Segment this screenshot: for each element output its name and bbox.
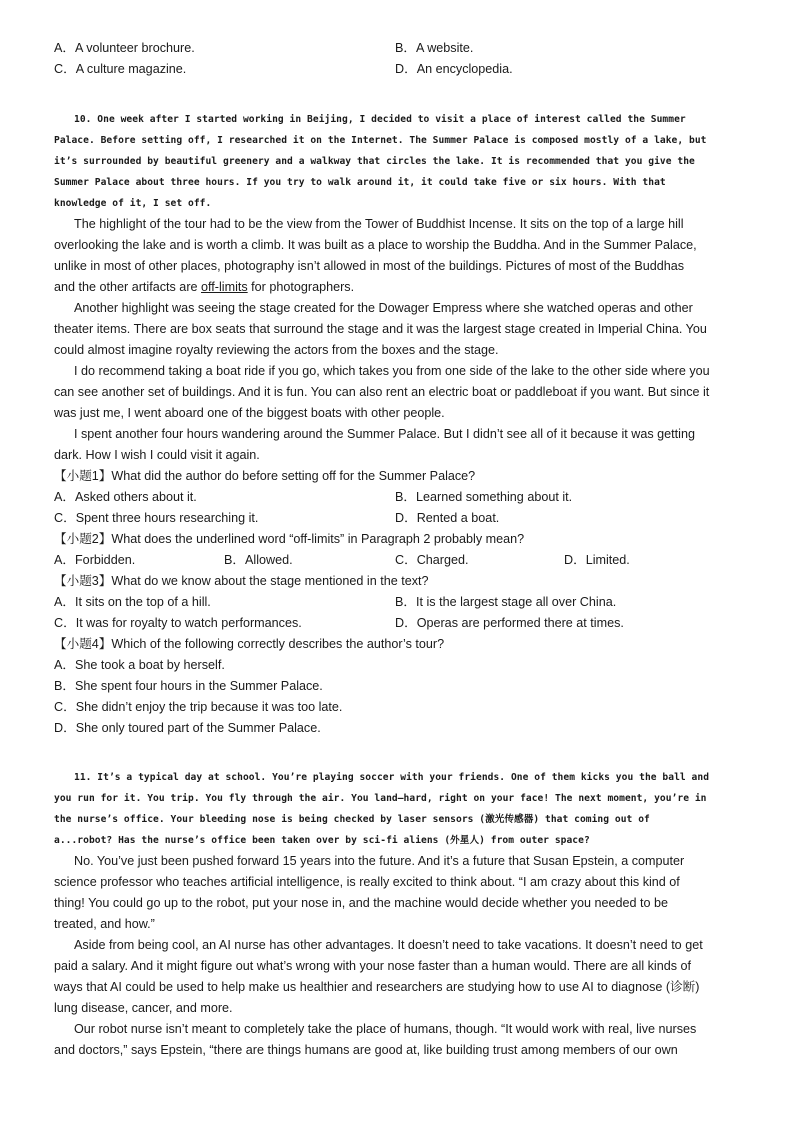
prev-option-b: B．A website. (395, 41, 474, 55)
q11-p1-line: science professor who teaches artificial intelligence, is really excited to think about. “I am crazy about this kind of (54, 875, 680, 889)
q10-p3-line: can see another set of buildings. And it is fun. You can also rent an electric boat or paddleboat if you want. But since it (54, 385, 710, 399)
q10-p1-line: overlooking the lake and is worth a climb. It was built as a place to worship the Buddha. And in the Summer Palace, (54, 238, 697, 252)
q10-intro-line: knowledge of it, I set off. (54, 198, 212, 209)
sq4-option-a: A．She took a boat by herself. (54, 658, 225, 672)
q10-p3-line: was just me, I went aboard one of the biggest boats with other people. (54, 406, 445, 420)
q10-intro-line: it’s surrounded by beautiful greenery and a walkway that circles the lake. It is recommended that you give the (54, 156, 695, 167)
sq4-option-d: D．She only toured part of the Summer Palace. (54, 721, 321, 735)
subquestion-1-options-row (54, 508, 754, 529)
subquestion-2-stem: 【小题2】What does the underlined word “off-limits” in Paragraph 2 probably mean? (54, 532, 525, 546)
q11-intro-line: a...robot? Has the nurse’s office been taken over by sci-fi aliens (外星人) from outer space? (54, 835, 590, 846)
q10-p1-text: for photographers. (247, 280, 355, 294)
subquestion-3-stem: 【小题3】What do we know about the stage mentioned in the text? (54, 574, 429, 588)
q10-intro-line: Palace. Before setting off, I researched it on the Internet. The Summer Palace is composed mostly of a lake, but (54, 135, 707, 146)
subquestion-2-options-row (54, 550, 754, 571)
sq4-option-c: C．She didn’t enjoy the trip because it was too late. (54, 700, 343, 714)
q10-p4-line: I spent another four hours wandering around the Summer Palace. But I didn’t see all of it because it was getting (74, 427, 695, 441)
q11-intro-line: you run for it. You trip. You fly through the air. You land—hard, right on your face! The next moment, you’re in (54, 793, 707, 804)
subquestion-1-stem: 【小题1】What did the author do before setting off for the Summer Palace? (54, 469, 476, 483)
sq1-option-a: A．Asked others about it. (54, 490, 197, 504)
q10-p1-last-line (54, 277, 754, 298)
sq1-option-b: B．Learned something about it. (395, 490, 573, 504)
subquestion-3-options-row (54, 613, 754, 634)
sq1-option-c: C．Spent three hours researching it. (54, 511, 259, 525)
prev-options-row-2 (54, 59, 754, 80)
q11-intro-line: the nurse’s office. Your bleeding nose is being checked by laser sensors (激光传感器) that coming out of (54, 814, 650, 825)
q11-p2-line: lung disease, cancer, and more. (54, 1001, 233, 1015)
q11-p2-line: paid a salary. And it might figure out what’s wrong with your nose faster than a human would. There are all kinds of (54, 959, 692, 973)
subquestion-1-options-row (54, 487, 754, 508)
q11-p3-line: and doctors,” says Epstein, “there are things humans are good at, like building trust among members of our own (54, 1043, 678, 1057)
q11-p3-line: Our robot nurse isn’t meant to completely take the place of humans, though. “It would work with real, live nurses (74, 1022, 697, 1036)
prev-option-d: D．An encyclopedia. (395, 62, 513, 76)
sq3-option-b: B．It is the largest stage all over China. (395, 595, 617, 609)
q11-p2-line: ways that AI could be used to help make us healthier and researchers are studying how to use AI to diagnose (诊断) (54, 980, 700, 994)
q11-intro-line: 11. It’s a typical day at school. You’re playing soccer with your friends. One of them kicks you the ball and (74, 772, 710, 783)
subquestion-3-options-row (54, 592, 754, 613)
q11-p2-line: Aside from being cool, an AI nurse has other advantages. It doesn’t need to take vacations. It doesn’t need to get (74, 938, 703, 952)
q11-p1-line: thing! You could go up to the robot, put your nose in, and the machine would decide whether you needed to be (54, 896, 669, 910)
sq1-option-d: D．Rented a boat. (395, 511, 500, 525)
q10-intro-line: Summer Palace about three hours. If you try to walk around it, it could take five or six hours. With that (54, 177, 666, 188)
underlined-word-off-limits: off-limits (201, 280, 248, 294)
q10-p2-line: could almost imagine royalty reviewing the actors from the boxes and the stage. (54, 343, 499, 357)
prev-options-row-1 (54, 38, 754, 59)
q10-p1-line: The highlight of the tour had to be the view from the Tower of Buddhist Incense. It sits on the top of a large hill (74, 217, 684, 231)
sq2-option-d: D．Limited. (564, 553, 630, 567)
sq3-option-d: D．Operas are performed there at times. (395, 616, 624, 630)
prev-option-c: C．A culture magazine. (54, 62, 187, 76)
q11-p1-line: No. You’ve just been pushed forward 15 years into the future. And it’s a future that Susan Epstein, a computer (74, 854, 685, 868)
q10-intro-line: 10. One week after I started working in Beijing, I decided to visit a place of interest called the Summer (74, 114, 686, 125)
q10-p1-text: and the other artifacts are (54, 280, 202, 294)
q10-p2-line: Another highlight was seeing the stage created for the Dowager Empress where she watched operas and other (74, 301, 693, 315)
sq2-option-a: A．Forbidden. (54, 553, 136, 567)
sq2-option-b: B．Allowed. (224, 553, 293, 567)
q10-p1-line: unlike in most of other places, photography isn’t allowed in most of the buildings. Pictures of most of the Buddhas (54, 259, 685, 273)
sq4-option-b: B．She spent four hours in the Summer Palace. (54, 679, 323, 693)
sq3-option-c: C．It was for royalty to watch performances. (54, 616, 302, 630)
sq3-option-a: A．It sits on the top of a hill. (54, 595, 211, 609)
q10-p3-line: I do recommend taking a boat ride if you go, which takes you from one side of the lake to the other side where you (74, 364, 710, 378)
q10-p4-line: dark. How I wish I could visit it again. (54, 448, 260, 462)
prev-option-a: A．A volunteer brochure. (54, 41, 195, 55)
sq2-option-c: C．Charged. (395, 553, 469, 567)
q11-p1-line: treated, and how.” (54, 917, 155, 931)
q10-p2-line: theater items. There are box seats that surround the stage and it was the largest stage created in Imperial China. You (54, 322, 707, 336)
subquestion-4-stem: 【小题4】Which of the following correctly describes the author’s tour? (54, 637, 445, 651)
